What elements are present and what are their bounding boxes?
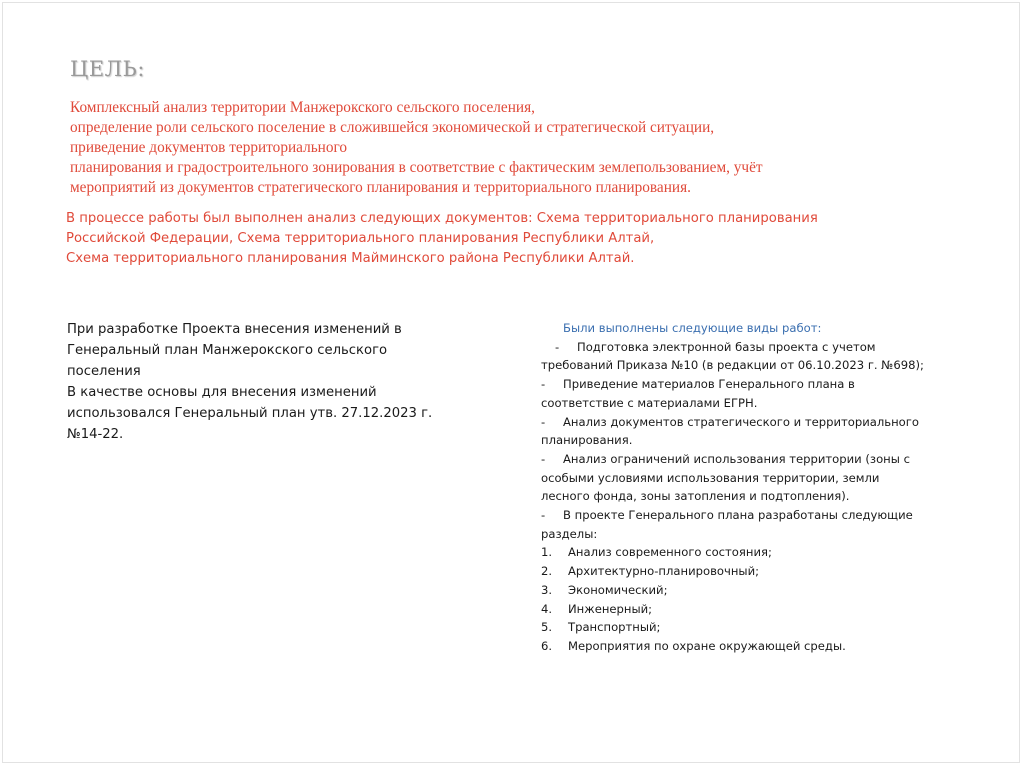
section-item <box>541 562 981 581</box>
sections-list <box>541 543 981 655</box>
work-item <box>541 450 981 506</box>
dash-marker: - <box>555 339 560 354</box>
section-text: Транспортный; <box>568 620 661 635</box>
work-item <box>541 413 981 450</box>
work-item <box>541 338 981 375</box>
dash-marker: - <box>541 377 546 392</box>
goal-title: ЦЕЛЬ: <box>70 57 145 81</box>
left-line: При разработке Проекта внесения изменений в <box>67 322 402 337</box>
section-number: 2. <box>541 564 553 579</box>
dash-marker: - <box>541 451 546 466</box>
section-number: 1. <box>541 545 553 560</box>
goal-line: мероприятий из документов стратегического планирования и территориального планирования. <box>70 179 691 196</box>
left-line: использовался Генеральный план утв. 27.12.2023 г. <box>67 406 433 421</box>
work-item-text: планирования. <box>541 433 633 448</box>
section-item <box>541 600 981 619</box>
section-text: Инженерный; <box>568 601 653 616</box>
work-item-text: требований Приказа №10 (в редакции от 06.10.2023 г. №698); <box>541 358 924 373</box>
left-line: Генеральный план Манжерокского сельского <box>67 343 388 358</box>
section-item <box>541 618 981 637</box>
work-item-text: Анализ документов стратегического и территориального <box>563 414 919 429</box>
goal-line: Комплексный анализ территории Манжерокского сельского поселения, <box>70 99 535 116</box>
work-item-text: В проекте Генерального плана разработаны следующие <box>563 508 913 523</box>
section-text: Архитектурно-планировочный; <box>568 564 760 579</box>
work-item-text: Подготовка электронной базы проекта с учетом <box>577 339 876 354</box>
section-item <box>541 637 981 656</box>
work-item <box>541 506 981 543</box>
dash-marker: - <box>541 414 546 429</box>
section-text: Анализ современного состояния; <box>568 545 772 560</box>
goal-text <box>70 98 970 198</box>
docs-line: Российской Федерации, Схема территориального планирования Республики Алтай, <box>66 231 655 246</box>
section-number: 5. <box>541 620 553 635</box>
work-item-text: Приведение материалов Генерального плана в <box>563 377 855 392</box>
work-item-text: особыми условиями использования территории, земли <box>541 470 880 485</box>
left-line: В качестве основы для внесения изменений <box>67 385 377 400</box>
section-item <box>541 543 981 562</box>
docs-line: Схема территориального планирования Майминского района Республики Алтай. <box>66 251 635 266</box>
works-heading: Были выполнены следующие виды работ: <box>563 321 822 335</box>
left-line: поселения <box>67 364 141 379</box>
works-list <box>541 319 981 656</box>
section-number: 4. <box>541 601 553 616</box>
base-plan-text <box>67 319 467 445</box>
section-number: 3. <box>541 582 553 597</box>
section-text: Мероприятия по охране окружающей среды. <box>568 638 846 653</box>
dash-marker: - <box>541 508 546 523</box>
work-item-text: Анализ ограничений использования территории (зоны с <box>563 451 910 466</box>
work-item-text: соответствие с материалами ЕГРН. <box>541 395 758 410</box>
work-item-text: лесного фонда, зоны затопления и подтопления). <box>541 489 850 504</box>
work-item <box>541 375 981 412</box>
documents-analyzed-text <box>66 209 966 269</box>
docs-line: В процессе работы был выполнен анализ следующих документов: Схема территориального планирования <box>66 211 818 226</box>
slide <box>2 2 1020 763</box>
work-item-text: разделы: <box>541 526 598 541</box>
section-number: 6. <box>541 638 553 653</box>
goal-line: планирования и градостроительного зонирования в соответствие с фактическим землепользованием, учёт <box>70 159 763 176</box>
section-item <box>541 581 981 600</box>
goal-line: определение роли сельского поселение в сложившейся экономической и стратегической ситуации, <box>70 119 715 136</box>
left-line: №14-22. <box>67 427 124 442</box>
goal-line: приведение документов территориального <box>70 139 348 156</box>
section-text: Экономический; <box>568 582 668 597</box>
